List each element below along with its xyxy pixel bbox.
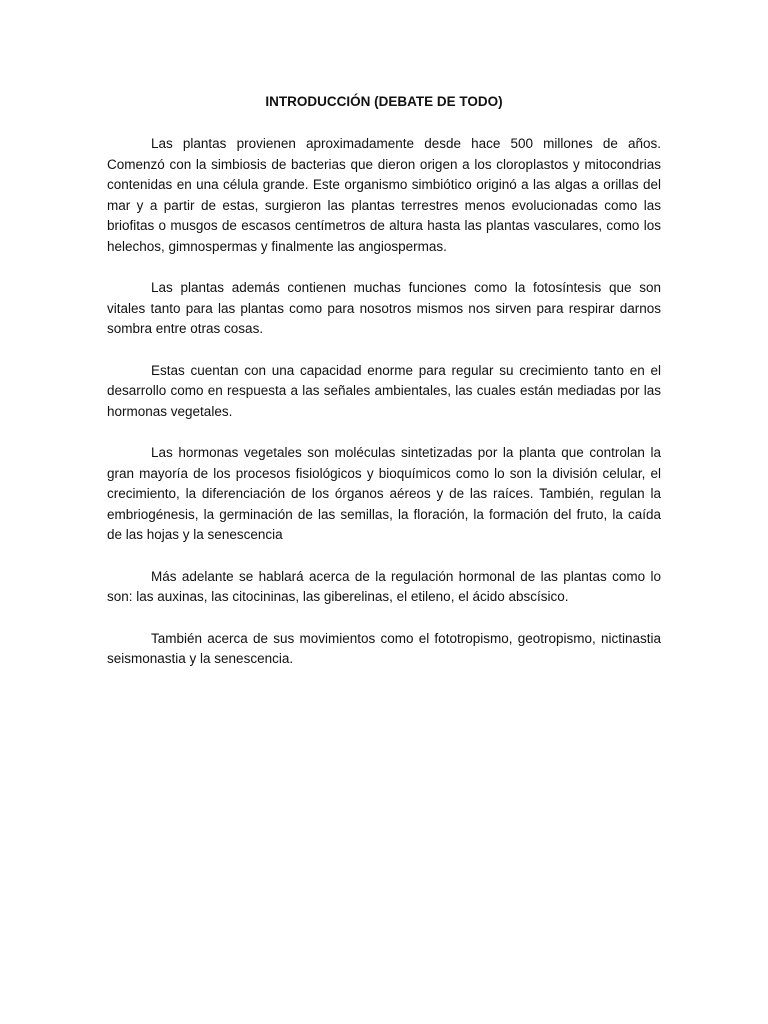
paragraph-growth-regulation: Estas cuentan con una capacidad enorme para regular su crecimiento tanto en el desarrollo como en respuesta a las señales ambientales, las cuales están mediadas por las hormonas vegetales.: [107, 362, 661, 419]
paragraph-origin-of-plants: Las plantas provienen aproximadamente desde hace 500 millones de años. Comenzó con la simbiosis de bacterias que dieron origen a los cloroplastos y mitocondrias contenidas en una célula grande. Este organismo simbiótico originó a las algas a orillas del mar y a partir de estas, surgieron las plantas terrestres menos evolucionadas como las briofitas o musgos de escasos centímetros de altura hasta las plantas vasculares, como los helechos, gimnospermas y finalmente las angiospermas.: [107, 136, 661, 254]
paragraph-plant-movements: También acerca de sus movimientos como el fototropismo, geotropismo, nictinastia seismonastia y la senescencia.: [107, 630, 661, 666]
paragraph-hormonal-regulation: Más adelante se hablará acerca de la regulación hormonal de las plantas como lo son: las auxinas, las citocininas, las giberelinas, el etileno, el ácido abscísico.: [107, 568, 661, 604]
paragraph-plant-hormones: Las hormonas vegetales son moléculas sintetizadas por la planta que controlan la gran mayoría de los procesos fisiológicos y bioquímicos como lo son la división celular, el crecimiento, la diferenciación de los órganos aéreos y de las raíces. También, regulan la embriogénesis, la germinación de las semillas, la floración, la formación del fruto, la caída de las hojas y la senescencia: [107, 445, 661, 542]
document-title: INTRODUCCIÓN (DEBATE DE TODO): [265, 94, 503, 109]
document-body: [107, 92, 661, 691]
paragraph-plant-functions: Las plantas además contienen muchas funciones como la fotosíntesis que son vitales tanto para las plantas como para nosotros mismos nos sirven para respirar darnos sombra entre otras cosas.: [107, 280, 661, 336]
